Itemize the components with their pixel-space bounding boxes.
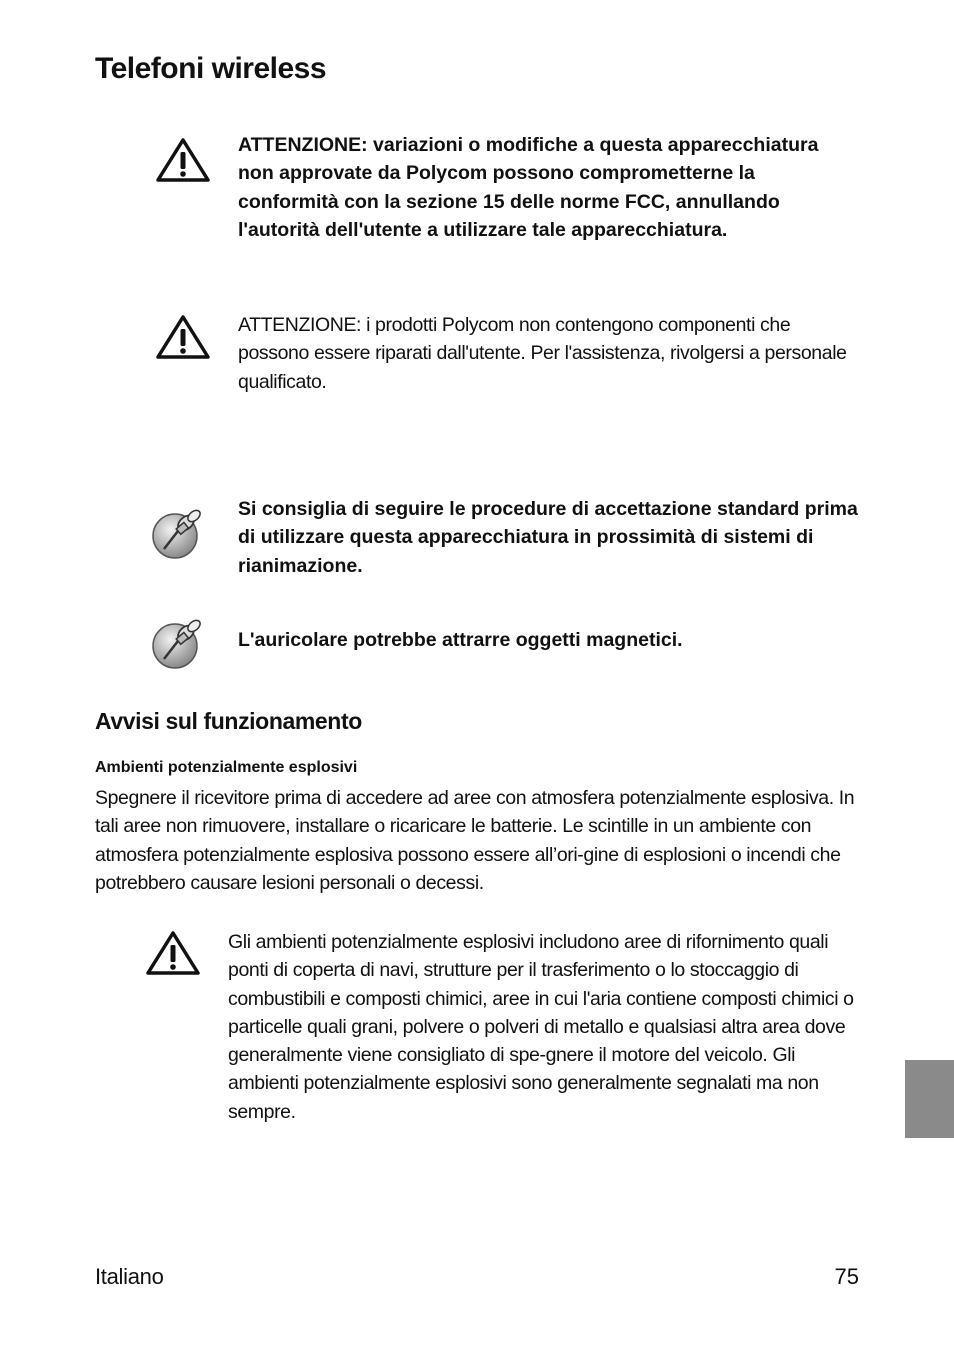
page-title: Telefoni wireless bbox=[95, 52, 327, 85]
pushpin-note-icon bbox=[150, 615, 206, 671]
warning-text: Gli ambienti potenzialmente esplosivi includono aree di rifornimento quali ponti di coperta di navi, strutture per il trasferimento o lo stoccaggio di combustibili e composti chimici, aree in cui l'aria contiene composti chimici o particelle quali grani, polvere o polveri di metallo e qualsiasi altra area dove generalmente viene consigliato di spe-gnere il motore del veicolo. Gli ambienti potenzialmente esplosivi sono generalmente segnalati ma non sempre. bbox=[228, 931, 854, 1123]
warning-icon bbox=[155, 314, 211, 360]
pushpin-note-icon bbox=[150, 505, 206, 561]
notice-text: ATTENZIONE: i prodotti Polycom non contengono componenti che possono essere riparati dall'utente. Per l'assistenza, rivolgersi a personale qualificato. bbox=[238, 314, 847, 393]
warning-icon bbox=[155, 137, 211, 183]
page-number: 75 bbox=[834, 1264, 859, 1289]
notice-text: L'auricolare potrebbe attrarre oggetti magnetici. bbox=[238, 629, 683, 651]
notice-text: Si consiglia di seguire le procedure di accettazione standard prima di utilizzare questa apparecchiatura in prossimità di sistemi di rianimazione. bbox=[238, 498, 858, 577]
footer-language: Italiano bbox=[95, 1264, 164, 1289]
section-heading: Avvisi sul funzionamento bbox=[95, 708, 362, 734]
subsection-heading: Ambienti potenzialmente esplosivi bbox=[95, 759, 358, 776]
notice-text: ATTENZIONE: variazioni o modifiche a questa apparecchiatura non approvate da Polycom possono comprometterne la conformità con la sezione 15 delle norme FCC, annullando l'autorità dell'utente a utilizzare tale apparecchiatura. bbox=[238, 134, 819, 241]
body-paragraph: Spegnere il ricevitore prima di accedere ad aree con atmosfera potenzialmente esplosiva. In tali aree non rimuovere, installare o ricaricare le batterie. Le scintille in un ambiente con atmosfera potenzialmente esplosiva possono essere all’ori-gine di esplosioni o incendi che potrebbero causare lesioni personali o decessi. bbox=[95, 787, 855, 894]
warning-icon bbox=[145, 930, 201, 976]
chapter-side-tab bbox=[905, 1060, 954, 1138]
